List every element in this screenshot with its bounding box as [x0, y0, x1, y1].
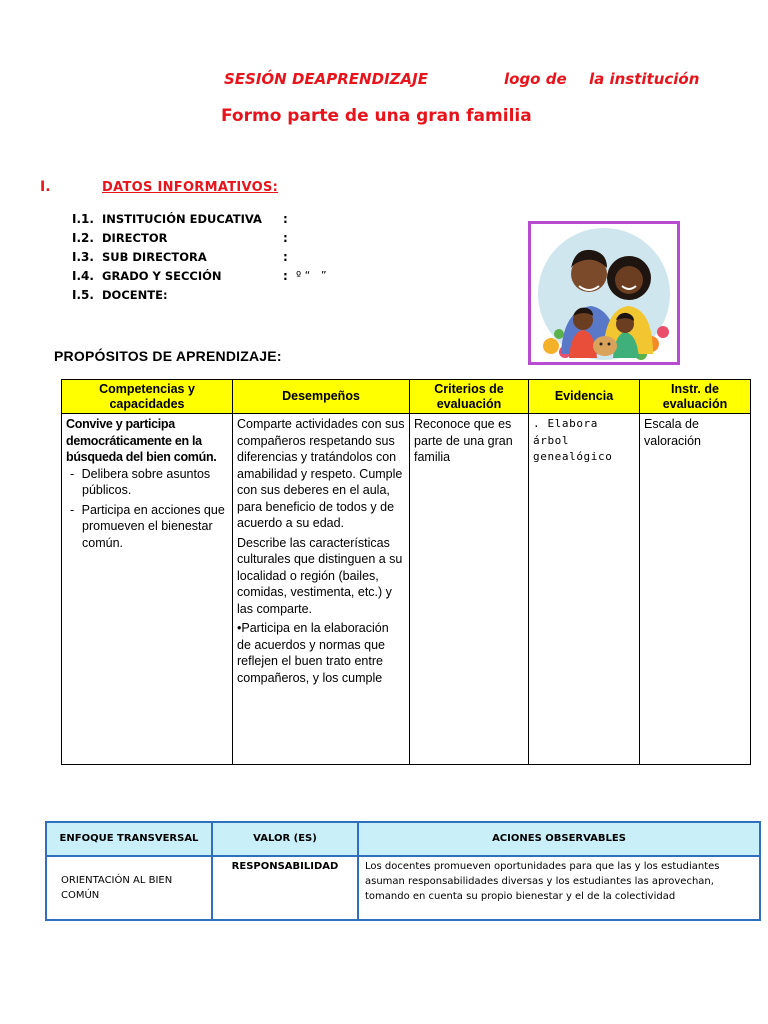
col-header-enfoque: ENFOQUE TRANSVERSAL [46, 822, 212, 856]
family-illustration [528, 221, 680, 365]
info-value[interactable]: º “ ” [296, 269, 327, 282]
instrument-cell: Escala de valoración [640, 414, 751, 765]
info-colon: : [283, 212, 288, 226]
col-header-instrumento: Instr. de evaluación [640, 380, 751, 414]
info-label: DIRECTOR [102, 231, 168, 245]
info-num: I.1. [72, 212, 94, 226]
section-title: DATOS INFORMATIVOS: [102, 180, 279, 195]
info-colon: : [283, 250, 288, 264]
logo-placeholder-2: la institución [589, 70, 700, 88]
enfoque-header-row [46, 822, 760, 856]
family-icon [531, 224, 677, 362]
info-label: SUB DIRECTORA [102, 250, 207, 264]
criteria-cell: Reconoce que es parte de una gran familia [410, 414, 529, 765]
section-number: I. [40, 179, 51, 195]
competency-title: Convive y participa democráticamente en la búsqueda del bien común. [66, 417, 217, 464]
performance-cell [233, 414, 410, 765]
table-row [62, 414, 751, 765]
session-label: SESIÓN DEAPRENDIZAJE [224, 70, 428, 88]
table-row [46, 856, 760, 920]
info-num: I.2. [72, 231, 94, 245]
page-title: Formo parte de una gran familia [221, 106, 532, 126]
transversal-approach-table [45, 821, 761, 921]
info-colon: : [283, 231, 288, 245]
info-label: INSTITUCIÓN EDUCATIVA [102, 212, 262, 226]
info-num: I.3. [72, 250, 94, 264]
competency-cell [62, 414, 233, 765]
capacity-item: - Participa en acciones que promueven el bienestar común. [66, 502, 228, 552]
col-header-criterios: Criterios de evaluación [410, 380, 529, 414]
valor-cell: RESPONSABILIDAD [212, 856, 358, 920]
info-label: DOCENTE: [102, 288, 168, 302]
logo-placeholder-1: logo de [504, 70, 567, 88]
performance-item: Describe las características culturales que distinguen a su localidad o región (bailes, comidas, vestimenta, etc.) y las comparte. [237, 535, 403, 616]
col-header-acciones: ACIONES OBSERVABLES [358, 822, 760, 856]
enfoque-cell: ORIENTACIÓN AL BIEN COMÚN [46, 856, 212, 920]
info-colon: : [283, 269, 288, 283]
col-header-valor: VALOR (ES) [212, 822, 358, 856]
purposes-title: PROPÓSITOS DE APRENDIZAJE: [54, 348, 282, 364]
info-num: I.5. [72, 288, 94, 302]
info-label: GRADO Y SECCIÓN [102, 269, 222, 283]
table-header-row [62, 380, 751, 414]
learning-purposes-table [61, 379, 751, 765]
performance-item: Comparte actividades con sus compañeros respetando sus diferencias y tratándolos con amabilidad y respeto. Cumple con sus deberes en el aula, para beneficio de todos y de acuerdo a su edad. [237, 417, 405, 530]
performance-item: •Participa en la elaboración de acuerdos y normas que reflejen el buen trato entre compañeros, y los cumple [237, 621, 389, 685]
info-num: I.4. [72, 269, 94, 283]
col-header-competencias: Competencias y capacidades [62, 380, 233, 414]
col-header-evidencia: Evidencia [529, 380, 640, 414]
capacity-item: - Delibera sobre asuntos públicos. [66, 466, 228, 499]
col-header-desempenos: Desempeños [233, 380, 410, 414]
acciones-cell: Los docentes promueven oportunidades para que las y los estudiantes asuman responsabilidades diversas y los estudiantes las aprovechan, tomando en cuenta su propio bienestar y el de la colectividad [358, 856, 760, 920]
evidence-cell: . Elabora árbol genealógico [529, 414, 640, 765]
